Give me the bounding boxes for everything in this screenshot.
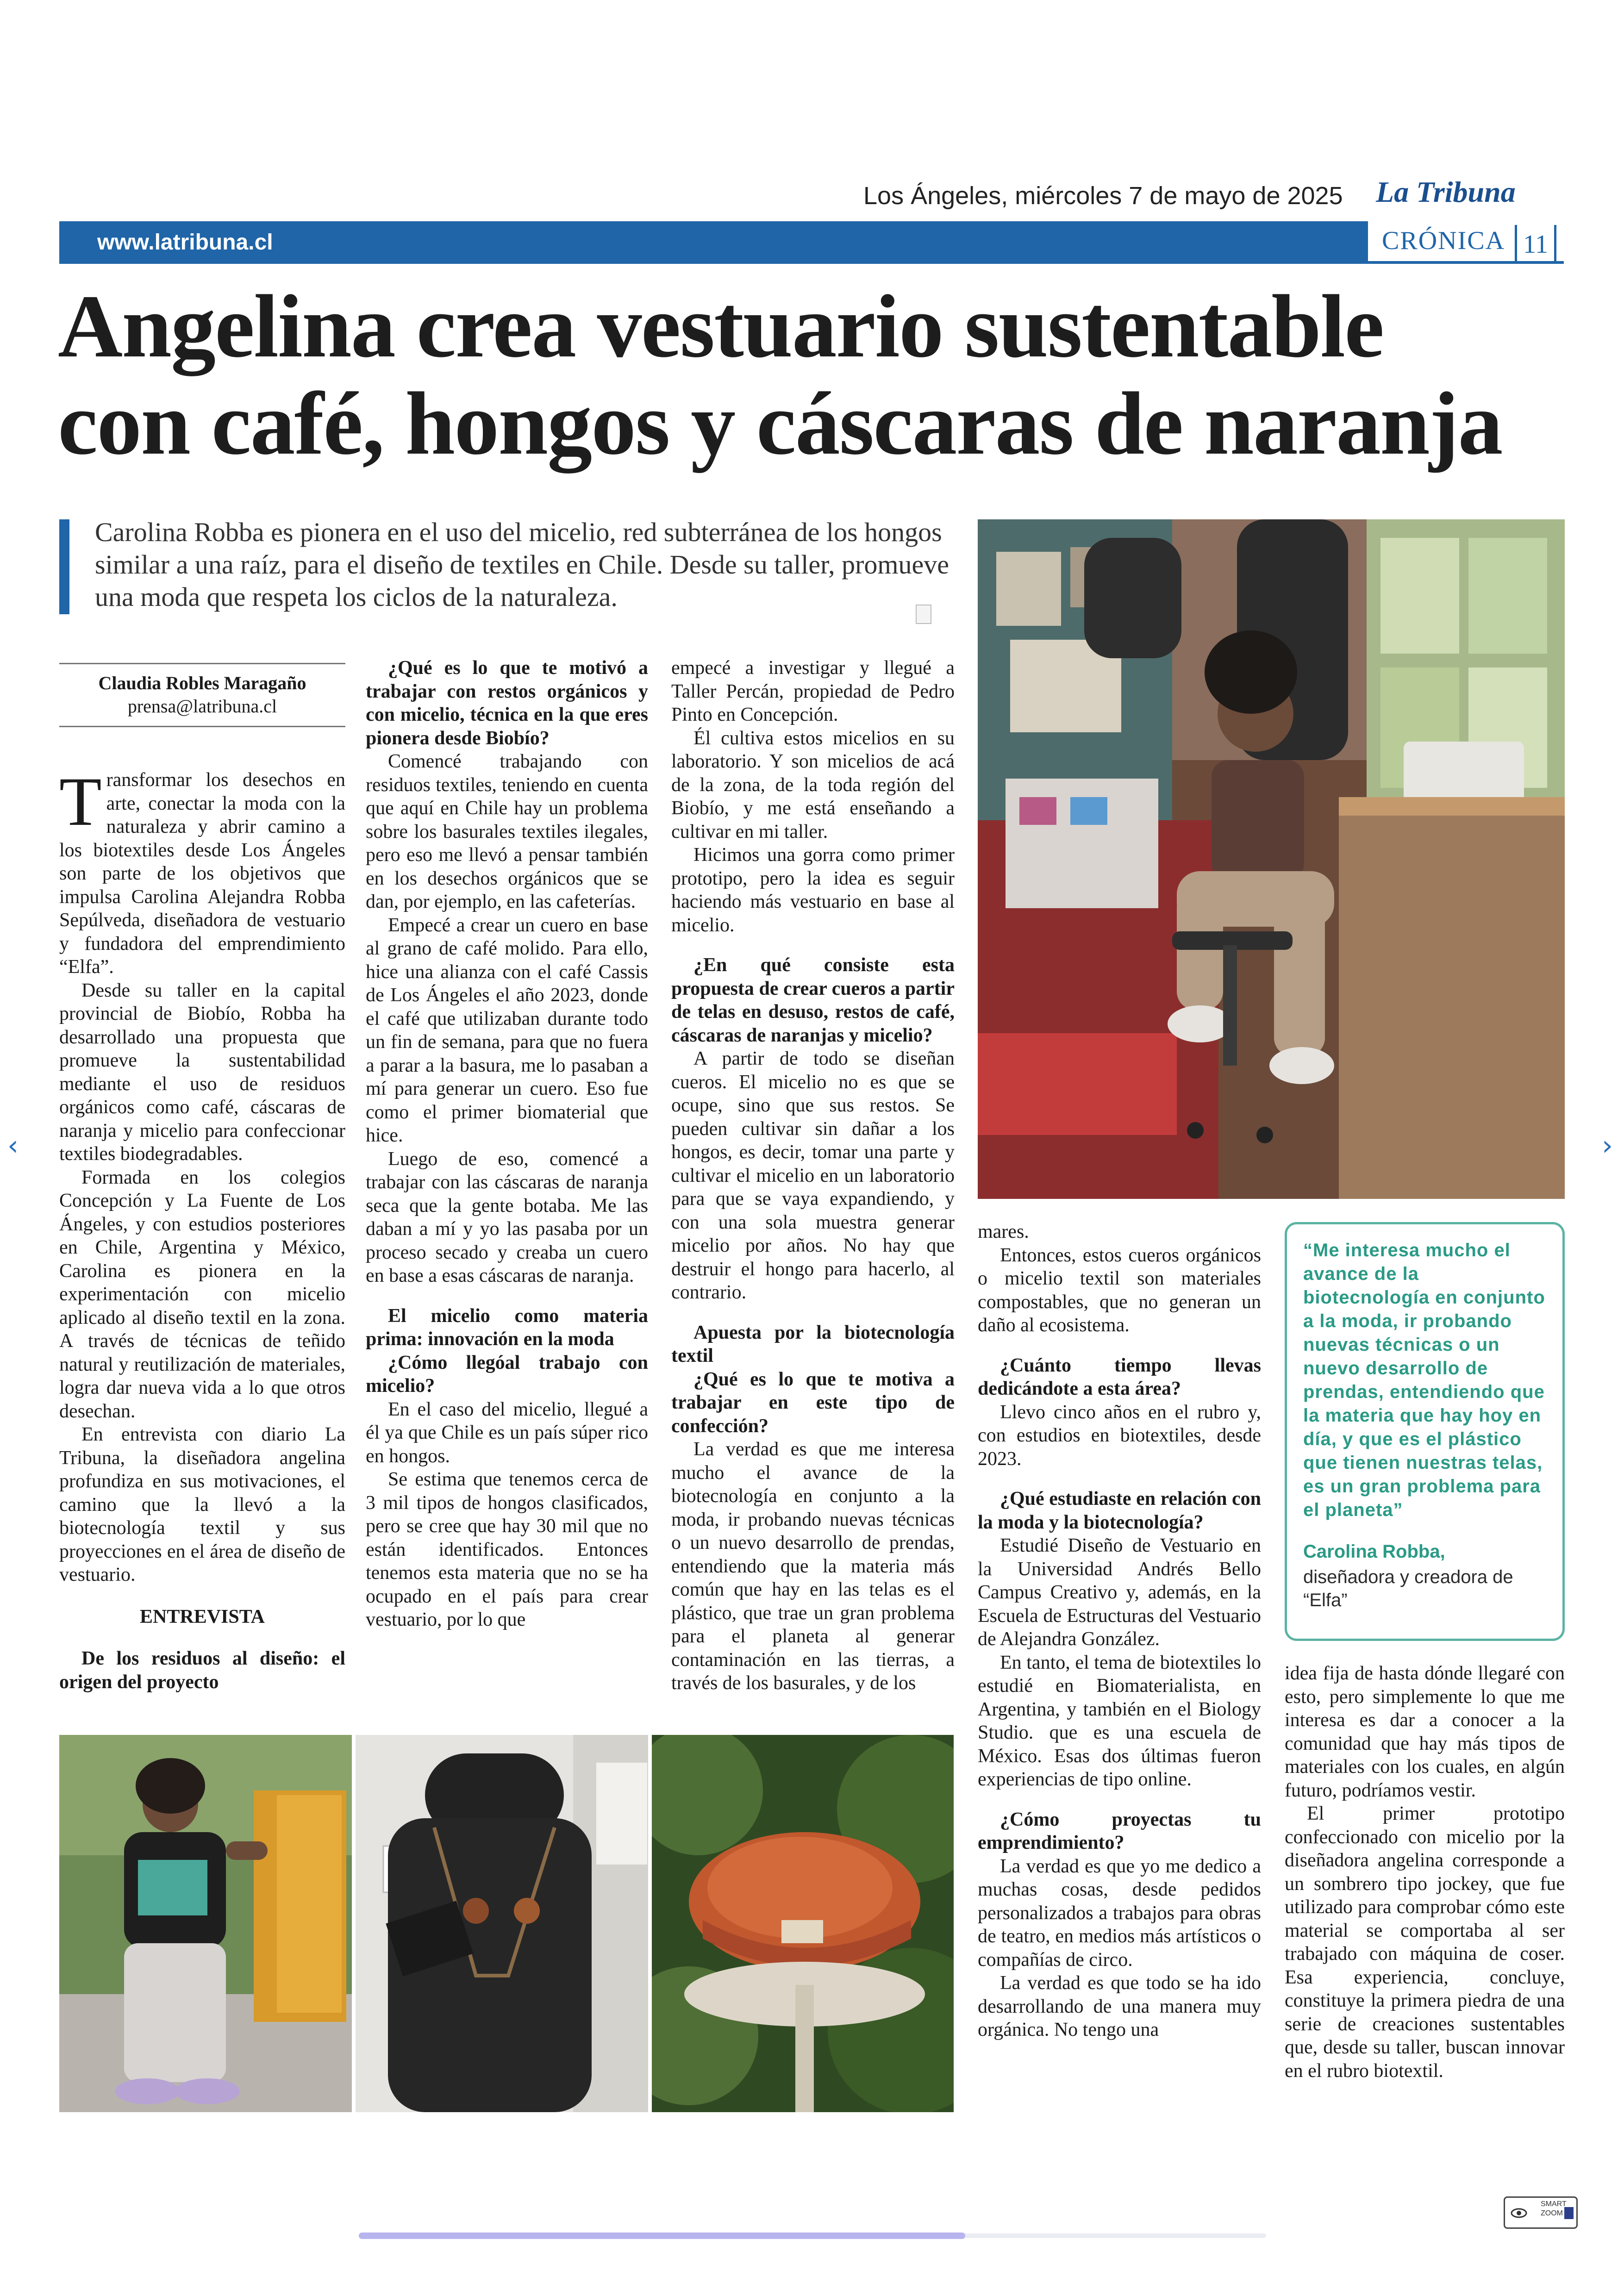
- col2-paragraph-1: Comencé trabajando con residuos textiles, teniendo en cuenta que aquí en Chile hay un problema sobre los basurales textiles ilegales, pero eso me llevó a pensar también en los desechos orgánicos que se dan, por ejemplo, en las cafeterías.: [366, 751, 648, 912]
- col3-paragraph-3: Hicimos una gorra como primer prototipo, pero la idea es seguir haciendo más vestuario en base al micelio.: [671, 844, 955, 936]
- question-studies: ¿Qué estudiaste en relación con la moda y la biotecnología?: [978, 1488, 1261, 1533]
- smart-zoom-label: SMART ZOOM: [1541, 2200, 1567, 2217]
- col5-paragraph-2: El primer prototipo confeccionado con micelio por la diseñadora angelina corresponde a un sombrero tipo jockey, que fue utilizado para comprobar cómo este material se comportaba al ser trabajado con máquina de coser. Esa experiencia, concluye, constituye la primera piedra de una serie de creaciones sustentables que, desde su taller, buscan innovar en el rubro biotextil.: [1285, 1803, 1565, 2082]
- col1-paragraph-4: En entrevista con diario La Tribuna, la diseñadora angelina profundiza en sus motivaciones, el camino que la llevó a la biotecnología textil y sus proyecciones en el área de diseño de vestuario.: [59, 1424, 345, 1585]
- col4-paragraph-0: mares.: [978, 1221, 1029, 1242]
- col2-paragraph-3: Luego de eso, comencé a trabajar con las cáscaras de naranja seca que la gente botaba. Me las daban a mí y yo las pasaba por un proceso secado y creaba un cuero en base a esas cáscaras de naranja.: [366, 1148, 648, 1286]
- column-4: [978, 1220, 1261, 2042]
- main-photo-designer: [978, 519, 1565, 1199]
- photo-cap-illustration: [652, 1735, 954, 2112]
- page-number: 11: [1515, 225, 1556, 264]
- byline-rule-top: [59, 663, 345, 664]
- question-time: ¿Cuánto tiempo llevas dedicándote a esta área?: [978, 1354, 1261, 1399]
- small-image-icon: [916, 605, 931, 624]
- col4-paragraph-2: Llevo cinco años en el rubro y, con estudios en biotextiles, desde 2023.: [978, 1401, 1261, 1470]
- col3-paragraph-4: A partir de todo se diseñan cueros. El micelio no es que se ocupe, sino que sus restos. Se pueden cultivar sin dañar a los hongos, es decir, tomar una parte y cultivar el micelio en un laboratorio para que se vaya expandiendo, y con una sola muestra generar micelio por años. No hay que destruir el hongo para hacerlo, al contrario.: [671, 1048, 955, 1303]
- question-proposal: ¿En qué consiste esta propuesta de crear cueros a partir de telas en desuso, restos de café, cáscaras de naranjas y micelio?: [671, 954, 955, 1046]
- eye-icon: [1511, 2208, 1527, 2218]
- col2-paragraph-5: Se estima que tenemos cerca de 3 mil tipos de hongos clasificados, pero se cree que hay 30 mil que no están identificados. Entonces tenemos esta materia que no se ha ocupado en el país para crear vestuario, por lo que: [366, 1469, 648, 1630]
- lead-paragraph: Carolina Robba es pionera en el uso del micelio, red subterránea de los hongos similar a una raíz, para el diseño de textiles en Chile. Desde su taller, promueve una moda que respeta los ciclos de la naturaleza.: [95, 517, 949, 612]
- pull-quote-name: Carolina Robba,: [1303, 1541, 1445, 1562]
- column-5: [1285, 1662, 1565, 2083]
- dateline: Los Ángeles, miércoles 7 de mayo de 2025: [863, 182, 1343, 210]
- col3-paragraph-2: Él cultiva estos micelios en su laboratorio. Y son micelios de acá de la zona, de la toda región del Biobío, y me está enseñando a cultivar en mi taller.: [671, 727, 955, 842]
- chevron-left-icon[interactable]: ‹: [7, 1129, 19, 1162]
- photo-garment-mannequin: [356, 1735, 648, 2112]
- col4-paragraph-4: En tanto, el tema de biotextiles lo estudié en Biomaterialista, en Argentina, y también en el Biology Studio. que es una escuela de México. Esas dos últimas fueron experiencias de tipo online.: [978, 1652, 1261, 1790]
- photo-mannequin-illustration: [356, 1735, 648, 2112]
- col1-paragraph-2: Desde su taller en la capital provincial de Biobío, Robba ha desarrollado una propuesta que promueve la sustentabilidad mediante el uso de residuos orgánicos como café, cáscaras de naranja y micelio para confeccionar textiles biodegradables.: [59, 979, 345, 1165]
- column-3: [671, 656, 955, 1695]
- col1-subhead-origin: De los residuos al diseño: el origen del proyecto: [59, 1648, 345, 1693]
- photo-mycelium-cap: [652, 1735, 954, 2112]
- col1-paragraph-1: Transformar los desechos en arte, conectar la moda con la naturaleza y abrir camino a los biotextiles desde Los Ángeles son parte de los objetivos que impulsa Carolina Alejandra Robba Sepúlveda, diseñadora de vestuario y fundadora del emprendimiento “Elfa”.: [59, 763, 345, 978]
- lead-accent-bar: [59, 519, 69, 614]
- pull-quote-text: “Me interesa mucho el avance de la biotecnología en conjunto a la moda, ir probando nuevas técnicas o un nuevo desarrollo de prendas, entendiendo que la materia que hay hoy en día, y que es el plástico que tienen nuestras telas, es un gran problema para el planeta”: [1303, 1240, 1545, 1520]
- photo-designer-illustration: [59, 1735, 352, 2112]
- byline-email: prensa@latribuna.cl: [127, 696, 277, 717]
- header-bar: [59, 221, 1564, 264]
- section-label: CRÓNICA: [1382, 226, 1505, 255]
- col2-paragraph-4: En el caso del micelio, llegué a él ya que Chile es un país súper rico en hongos.: [366, 1398, 648, 1467]
- col4-paragraph-5: La verdad es que yo me dedico a muchas cosas, desde pedidos personalizados a trabajos para obras de teatro, en medios más artísticos o compañías de circo.: [978, 1855, 1261, 1971]
- col4-paragraph-1: Entonces, estos cueros orgánicos o micelio textil son materiales compostables, que no generan un daño al ecosistema.: [978, 1244, 1261, 1336]
- column-2: [366, 656, 648, 1632]
- column-1: [59, 763, 345, 1694]
- col3-paragraph-1: empecé a investigar y llegué a Taller Percán, propiedad de Pedro Pinto en Concepción.: [671, 657, 955, 725]
- headline-line-2: con café, hongos y cáscaras de naranja: [58, 374, 1502, 473]
- question-motivation: ¿Qué es lo que te motivó a trabajar con restos orgánicos y con micelio, técnica en la que eres pionera desde Biobío?: [366, 657, 648, 749]
- byline-name: Claudia Robles Maragaño: [98, 673, 306, 693]
- newspaper-logo: La Tribuna: [1376, 175, 1516, 208]
- pull-quote-role: diseñadora y creadora de “Elfa”: [1303, 1567, 1513, 1610]
- question-confection: ¿Qué es lo que te motiva a trabajar en este tipo de confección?: [671, 1368, 955, 1437]
- col3-subhead: Apuesta por la biotecnología textil: [671, 1322, 955, 1366]
- col5-paragraph-1: idea fija de hasta dónde llegaré con esto, pero simplemente lo que me interesa es dar a conocer a la comunidad que hay más tipos de materiales con los cuales, en algún futuro, podríamos vestir.: [1285, 1663, 1565, 1801]
- scrollbar-thumb[interactable]: [359, 2233, 965, 2239]
- col3-paragraph-5: La verdad es que me interesa mucho el avance de la biotecnología en conjunto a la moda, ir probando nuevas técnicas o un nuevo desarrollo de prendas, entendiendo que la materia más común que hay en las telas es el plástico, que trae un gran problema para el planeta al generar contaminación en las tierras, a través de los basurales, y de los: [671, 1439, 955, 1694]
- question-micelio: ¿Cómo llegóal trabajo con micelio?: [366, 1352, 648, 1397]
- col2-paragraph-2: Empecé a crear un cuero en base al grano de café molido. Para ello, hice una alianza con el café Cassis de Los Ángeles el año 2023, donde el café que utilizaban durante todo un fin de semana, para que no fuera a parar a la basura, me lo pasaban a mí para generar un cuero. Eso fue como el primer biomaterial que hice.: [366, 914, 648, 1146]
- question-projection: ¿Cómo proyectas tu emprendimiento?: [978, 1809, 1261, 1853]
- chevron-right-icon[interactable]: ›: [1602, 1129, 1613, 1162]
- byline-rule-bottom: [59, 726, 345, 727]
- col1-subhead-interview: ENTREVISTA: [140, 1606, 265, 1628]
- main-photo-illustration: [978, 519, 1565, 1199]
- headline-line-1: Angelina crea vestuario sustentable: [58, 276, 1384, 376]
- col4-paragraph-3: Estudié Diseño de Vestuario en la Universidad Andrés Bello Campus Creativo y, además, en la Escuela de Estructuras del Vestuario de Alejandra González.: [978, 1535, 1261, 1650]
- website-url: www.latribuna.cl: [97, 230, 273, 255]
- col1-paragraph-3: Formada en los colegios Concepción y La Fuente de Los Ángeles, y con estudios posteriores en Chile, Argentina y México, Carolina es pionera en la experimentación con micelio aplicado al diseño textil en la zona. A través de técnicas de teñido natural y reutilización de materiales, logra dar nueva vida a lo que otros desechan.: [59, 1166, 345, 1422]
- col4-paragraph-6: La verdad es que todo se ha ido desarrollando de una manera muy orgánica. No tengo una: [978, 1972, 1261, 2040]
- col2-subhead: El micelio como materia prima: innovación en la moda: [366, 1305, 648, 1350]
- headline: [58, 278, 1586, 472]
- drop-cap: T: [59, 763, 102, 840]
- photo-designer-with-fabric: [59, 1735, 352, 2112]
